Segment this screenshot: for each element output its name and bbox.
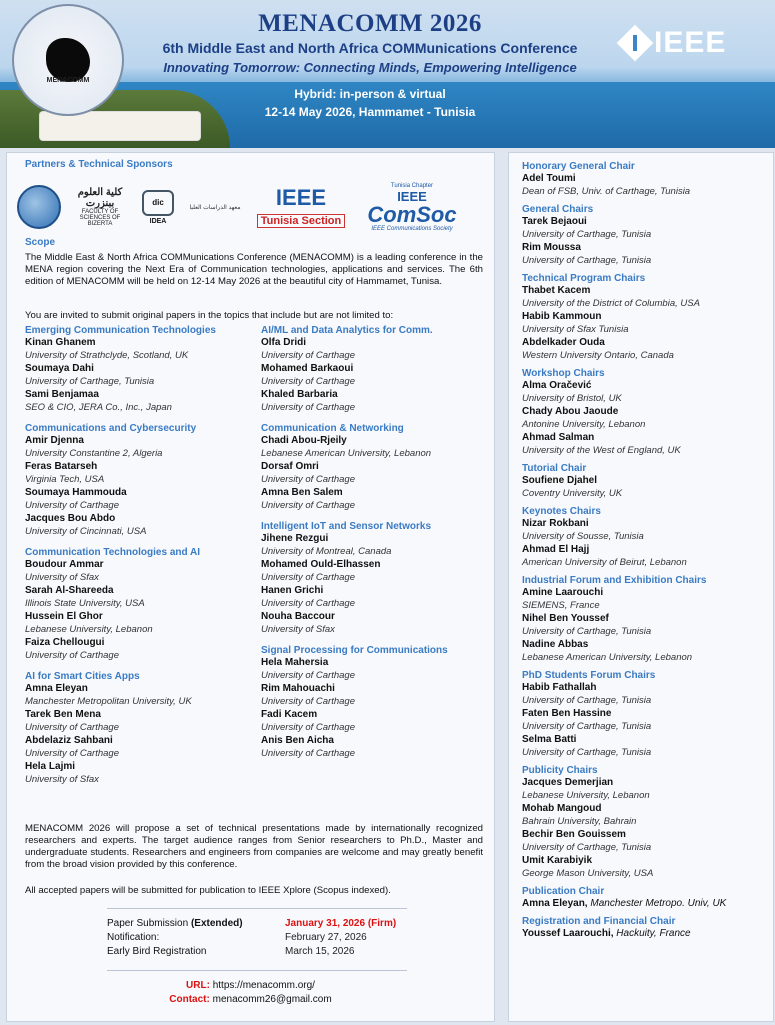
person-affiliation: University of Carthage xyxy=(261,572,355,583)
person-name: Bechir Ben Gouissem xyxy=(522,829,626,840)
ieee-wordmark: IEEE xyxy=(654,26,727,59)
sponsors-title: Partners & Technical Sponsors xyxy=(25,159,173,170)
group-title: Workshop Chairs xyxy=(522,368,605,379)
person-affiliation: University of Sfax xyxy=(261,624,335,635)
person-affiliation: Coventry University, UK xyxy=(522,488,623,499)
track-group xyxy=(522,273,767,362)
notification-label: Notification: xyxy=(107,932,160,943)
track-group xyxy=(522,506,767,569)
person-name: Tarek Ben Mena xyxy=(25,709,101,720)
person-name: Chady Abou Jaoude xyxy=(522,406,619,417)
tracks-column-left xyxy=(25,325,261,795)
person-affiliation: American University of Beirut, Lebanon xyxy=(522,557,687,568)
track-group xyxy=(522,204,767,267)
track-group xyxy=(25,325,261,414)
person-affiliation: University of Carthage xyxy=(261,696,355,707)
person-affiliation: University of Bristol, UK xyxy=(522,393,622,404)
conference-mode: Hybrid: in-person & virtual xyxy=(294,87,446,101)
person-affiliation: Illinois State University, USA xyxy=(25,598,145,609)
scope-text: The Middle East & North Africa COMMunications Conference (MENACOMM) is a leading conference in the MENA region covering the Next Era of Communication technologies, applications and services. The 6th edition of MENACOMM will be held on 12-14 May 2026 at the beautiful city of Hammamet, Tunisa. xyxy=(25,252,483,287)
person-name: Soumaya Dahi xyxy=(25,363,94,374)
person-affiliation: University of Carthage, Tunisia xyxy=(522,695,652,706)
person-name: Hela Lajmi xyxy=(25,761,76,772)
person-name: Anis Ben Aicha xyxy=(261,735,334,746)
menacomm-logo xyxy=(12,4,124,116)
early-bird-label: Early Bird Registration xyxy=(107,946,207,957)
person-affiliation: University of Carthage, Tunisia xyxy=(522,255,652,266)
person-affiliation: University of Carthage xyxy=(261,748,355,759)
person-affiliation: Manchester Metropolitan University, UK xyxy=(25,696,192,707)
person-affiliation: University of the District of Columbia, USA xyxy=(522,298,700,309)
person-affiliation: University of Carthage xyxy=(261,402,355,413)
person-affiliation: University of Montreal, Canada xyxy=(261,546,392,557)
ieee-tunisia-logo xyxy=(253,185,349,229)
track-group xyxy=(261,521,497,636)
person-name: Abdelkader Ouda xyxy=(522,337,605,348)
person-name: Dorsaf Omri xyxy=(261,461,319,472)
person-affiliation: Virginia Tech, USA xyxy=(25,474,105,485)
submission-extended: (Extended) xyxy=(190,918,243,929)
person-name: Jacques Demerjian xyxy=(522,777,614,788)
conference-title: MENACOMM 2026 xyxy=(258,10,482,37)
person-name: Habib Fathallah xyxy=(522,682,597,693)
person-name: Feras Batarseh xyxy=(25,461,98,472)
track-group xyxy=(25,671,261,786)
group-title: Intelligent IoT and Sensor Networks xyxy=(261,521,432,532)
person-entry xyxy=(522,927,767,940)
person-affiliation: University of Carthage xyxy=(261,670,355,681)
comsoc-logo xyxy=(357,183,467,232)
person-affiliation: University of Sousse, Tunisia xyxy=(522,531,644,542)
person-name: Soufiene Djahel xyxy=(522,475,598,486)
fsb-english-name: FACULTY OF SCIENCES OF BIZERTA xyxy=(79,209,121,227)
person-name: Kinan Ghanem xyxy=(25,337,96,348)
conference-tagline: Innovating Tomorrow: Connecting Minds, Empowering Intelligence xyxy=(163,60,577,75)
person-affiliation: University of Carthage xyxy=(261,376,355,387)
idea-name: IDEA xyxy=(149,217,167,225)
person-affiliation: SIEMENS, France xyxy=(522,600,600,611)
group-title: Publicity Chairs xyxy=(522,765,598,776)
person-affiliation: University of Carthage, Tunisia xyxy=(522,229,652,240)
person-affiliation: Bahrain University, Bahrain xyxy=(522,816,637,827)
comsoc-chapter: Tunisia Chapter xyxy=(390,182,434,189)
person-name: Rim Moussa xyxy=(522,242,581,253)
person-affiliation: University of Sfax xyxy=(25,572,99,583)
person-affiliation: University of Carthage xyxy=(25,500,119,511)
person-name: Thabet Kacem xyxy=(522,285,591,296)
ieee-sponsor-wordmark: IEEE xyxy=(275,185,327,210)
person-name: Faiza Chellougui xyxy=(25,637,105,648)
person-affiliation: Antonine University, Lebanon xyxy=(522,419,646,430)
contact-email-link[interactable]: menacomm26@gmail.com xyxy=(212,994,332,1005)
fsb-logo xyxy=(69,187,131,227)
person-name: Adel Toumi xyxy=(522,173,576,184)
person-name: Mohamed Barkaoui xyxy=(261,363,354,374)
map-icon xyxy=(46,38,90,82)
group-title: Industrial Forum and Exhibition Chairs xyxy=(522,575,707,586)
track-group xyxy=(522,765,767,880)
conference-url-link[interactable]: https://menacomm.org/ xyxy=(212,980,315,991)
person-name: Amna Eleyan xyxy=(25,683,88,694)
person-name: Rim Mahouachi xyxy=(261,683,335,694)
person-affiliation: University of Carthage, Tunisia xyxy=(522,842,652,853)
group-title: Tutorial Chair xyxy=(522,463,587,474)
person-name: Boudour Ammar xyxy=(25,559,104,570)
person-affiliation: University of Carthage xyxy=(25,650,119,661)
person-affiliation: University of Strathclyde, Scotland, UK xyxy=(25,350,189,361)
institute-arabic-name: معهد الدراسات العليا xyxy=(189,204,241,211)
person-affiliation: Lebanese American University, Lebanon xyxy=(522,652,693,663)
submission-label: Paper Submission xyxy=(107,918,189,929)
group-title: PhD Students Forum Chairs xyxy=(522,670,656,681)
scope-title: Scope xyxy=(25,237,56,248)
track-group xyxy=(522,368,767,457)
person-affiliation: Western University Ontario, Canada xyxy=(522,350,674,361)
conference-subtitle: 6th Middle East and North Africa COMMunications Conference xyxy=(162,40,578,56)
track-group xyxy=(522,886,767,910)
person-affiliation: University of Carthage xyxy=(261,598,355,609)
person-affiliation: University of Carthage xyxy=(25,722,119,733)
person-name: Faten Ben Hassine xyxy=(522,708,612,719)
person-affiliation: Lebanese University, Lebanon xyxy=(25,624,153,635)
person-entry xyxy=(522,897,767,910)
group-title: Keynotes Chairs xyxy=(522,506,601,517)
person-name: Selma Batti xyxy=(522,734,577,745)
person-affiliation: University of Carthage xyxy=(261,500,355,511)
person-affiliation: University of Carthage xyxy=(261,350,355,361)
person-name: Jihene Rezgui xyxy=(261,533,329,544)
person-name: Chadi Abou-Rjeily xyxy=(261,435,347,446)
person-name: Ahmad El Hajj xyxy=(522,544,590,555)
comsoc-ieee: IEEE xyxy=(397,188,427,204)
date-row-notification xyxy=(107,931,427,945)
group-title: Technical Program Chairs xyxy=(522,273,646,284)
date-row-submission xyxy=(107,917,427,931)
sponsor-logos xyxy=(17,177,487,237)
fsb-arabic-name: كلية العلوم ببنزرت xyxy=(77,187,123,209)
header-banner xyxy=(0,0,775,148)
idea-logo xyxy=(139,190,177,225)
group-title: Emerging Communication Technologies xyxy=(25,325,216,336)
date-row-early-bird xyxy=(107,945,427,959)
person-name: Hanen Grichi xyxy=(261,585,324,596)
main-panel xyxy=(6,152,495,1022)
person-affiliation: University of Carthage, Tunisia xyxy=(522,747,652,758)
person-name: Amine Laarouchi xyxy=(522,587,604,598)
important-dates xyxy=(107,917,427,959)
person-affiliation: University of Sfax Tunisia xyxy=(522,324,629,335)
person-affiliation: University of Cincinnati, USA xyxy=(25,526,147,537)
person-affiliation: Hackuity, France xyxy=(616,928,691,939)
person-name: Amir Djenna xyxy=(25,435,84,446)
person-affiliation: University Constantine 2, Algeria xyxy=(25,448,163,459)
person-name: Nadine Abbas xyxy=(522,639,589,650)
track-group xyxy=(25,423,261,538)
person-name: Soumaya Hammouda xyxy=(25,487,127,498)
contact-label: Contact: xyxy=(169,994,210,1005)
track-group xyxy=(522,463,767,500)
group-title: AI for Smart Cities Apps xyxy=(25,671,140,682)
person-name: Hela Mahersia xyxy=(261,657,329,668)
person-affiliation: University of Carthage xyxy=(261,722,355,733)
track-group xyxy=(25,547,261,662)
tracks-column-right xyxy=(261,325,497,769)
group-title: Communications and Cybersecurity xyxy=(25,423,197,434)
logo-text: MENACOMM xyxy=(46,77,90,84)
person-affiliation: Lebanese University, Lebanon xyxy=(522,790,650,801)
tunisia-section-label: Tunisia Section xyxy=(257,214,345,228)
person-affiliation: SEO & CIO, JERA Co., Inc., Japan xyxy=(25,402,172,413)
submission-firm: (Firm) xyxy=(367,918,397,929)
group-title: AI/ML and Data Analytics for Comm. xyxy=(261,325,433,336)
person-affiliation: University of the West of England, UK xyxy=(522,445,681,456)
ieee-logo xyxy=(622,26,726,60)
person-name: Sarah Al-Shareeda xyxy=(25,585,114,596)
committee-panel xyxy=(508,152,774,1022)
person-name: Fadi Kacem xyxy=(261,709,318,720)
person-name: Nouha Baccour xyxy=(261,611,335,622)
person-name: Olfa Dridi xyxy=(261,337,307,348)
person-name: Nihel Ben Youssef xyxy=(522,613,609,624)
conference-date-place: 12-14 May 2026, Hammamet - Tunisia xyxy=(264,105,476,119)
committee-list xyxy=(522,161,767,946)
comsoc-subtitle: IEEE Communications Society xyxy=(371,225,453,232)
comsoc-wordmark: ComSoc xyxy=(367,201,457,227)
person-name: Mohab Mangoud xyxy=(522,803,602,814)
person-affiliation: University of Carthage xyxy=(261,474,355,485)
track-group xyxy=(522,575,767,664)
group-title: Signal Processing for Communications xyxy=(261,645,448,656)
group-title: Communication Technologies and AI xyxy=(25,547,201,558)
track-group xyxy=(261,423,497,512)
ieee-diamond-icon xyxy=(617,25,654,62)
person-affiliation: University of Carthage, Tunisia xyxy=(522,721,652,732)
person-affiliation: University of Sfax xyxy=(25,774,99,785)
person-name: Amna Ben Salem xyxy=(261,487,343,498)
group-title: Publication Chair xyxy=(522,886,605,897)
closing-text: MENACOMM 2026 will propose a set of technical presentations made by internationally recognized researchers and experts. The target audience ranges from Senior researchers to Ph.D., Master and undergraduate students. Researchers and engineers from companies are welcome and may greatly benefit from the broad vision provided by this conference. xyxy=(25,823,483,870)
person-name: Amna Eleyan, xyxy=(522,898,588,909)
person-name: Sami Benjamaa xyxy=(25,389,99,400)
person-affiliation: Dean of FSB, Univ. of Carthage, Tunisia xyxy=(522,186,691,197)
contact-block xyxy=(7,979,494,1007)
person-name: Habib Kammoun xyxy=(522,311,602,322)
group-title: Registration and Financial Chair xyxy=(522,916,676,927)
person-name: Ahmad Salman xyxy=(522,432,595,443)
track-group xyxy=(522,161,767,198)
group-title: General Chairs xyxy=(522,204,594,215)
idea-mark: dic xyxy=(142,190,174,216)
group-title: Honorary General Chair xyxy=(522,161,635,172)
person-affiliation: Manchester Metropo. Univ, UK xyxy=(590,898,727,909)
track-group xyxy=(261,645,497,760)
person-affiliation: University of Carthage, Tunisia xyxy=(522,626,652,637)
person-affiliation: University of Carthage xyxy=(25,748,119,759)
person-name: Hussein El Ghor xyxy=(25,611,103,622)
person-name: Umit Karabiyik xyxy=(522,855,593,866)
person-name: Nizar Rokbani xyxy=(522,518,589,529)
person-name: Jacques Bou Abdo xyxy=(25,513,116,524)
early-bird-date: March 15, 2026 xyxy=(285,946,355,957)
invite-text: You are invited to submit original papers in the topics that include but are not limited to: xyxy=(25,310,394,321)
notification-date: February 27, 2026 xyxy=(285,932,367,943)
person-name: Khaled Barbaria xyxy=(261,389,338,400)
person-affiliation: Lebanese American University, Lebanon xyxy=(261,448,432,459)
divider xyxy=(107,908,407,909)
person-name: Mohamed Ould-Elhassen xyxy=(261,559,381,570)
group-title: Communication & Networking xyxy=(261,423,404,434)
accepted-papers-text: All accepted papers will be submitted for publication to IEEE Xplore (Scopus indexed). xyxy=(25,885,391,896)
person-name: Abdelaziz Sahbani xyxy=(25,735,113,746)
track-group xyxy=(261,325,497,414)
submission-date: January 31, 2026 xyxy=(285,918,366,929)
institute-logo xyxy=(185,204,245,211)
globe-icon xyxy=(17,185,61,229)
person-affiliation: University of Carthage, Tunisia xyxy=(25,376,155,387)
url-label: URL: xyxy=(186,980,210,991)
divider xyxy=(107,970,407,971)
person-name: Tarek Bejaoui xyxy=(522,216,587,227)
person-affiliation: George Mason University, USA xyxy=(522,868,654,879)
track-group xyxy=(522,670,767,759)
person-name: Alma Oračević xyxy=(522,380,592,391)
track-group xyxy=(522,916,767,940)
person-name: Youssef Laarouchi, xyxy=(522,928,614,939)
